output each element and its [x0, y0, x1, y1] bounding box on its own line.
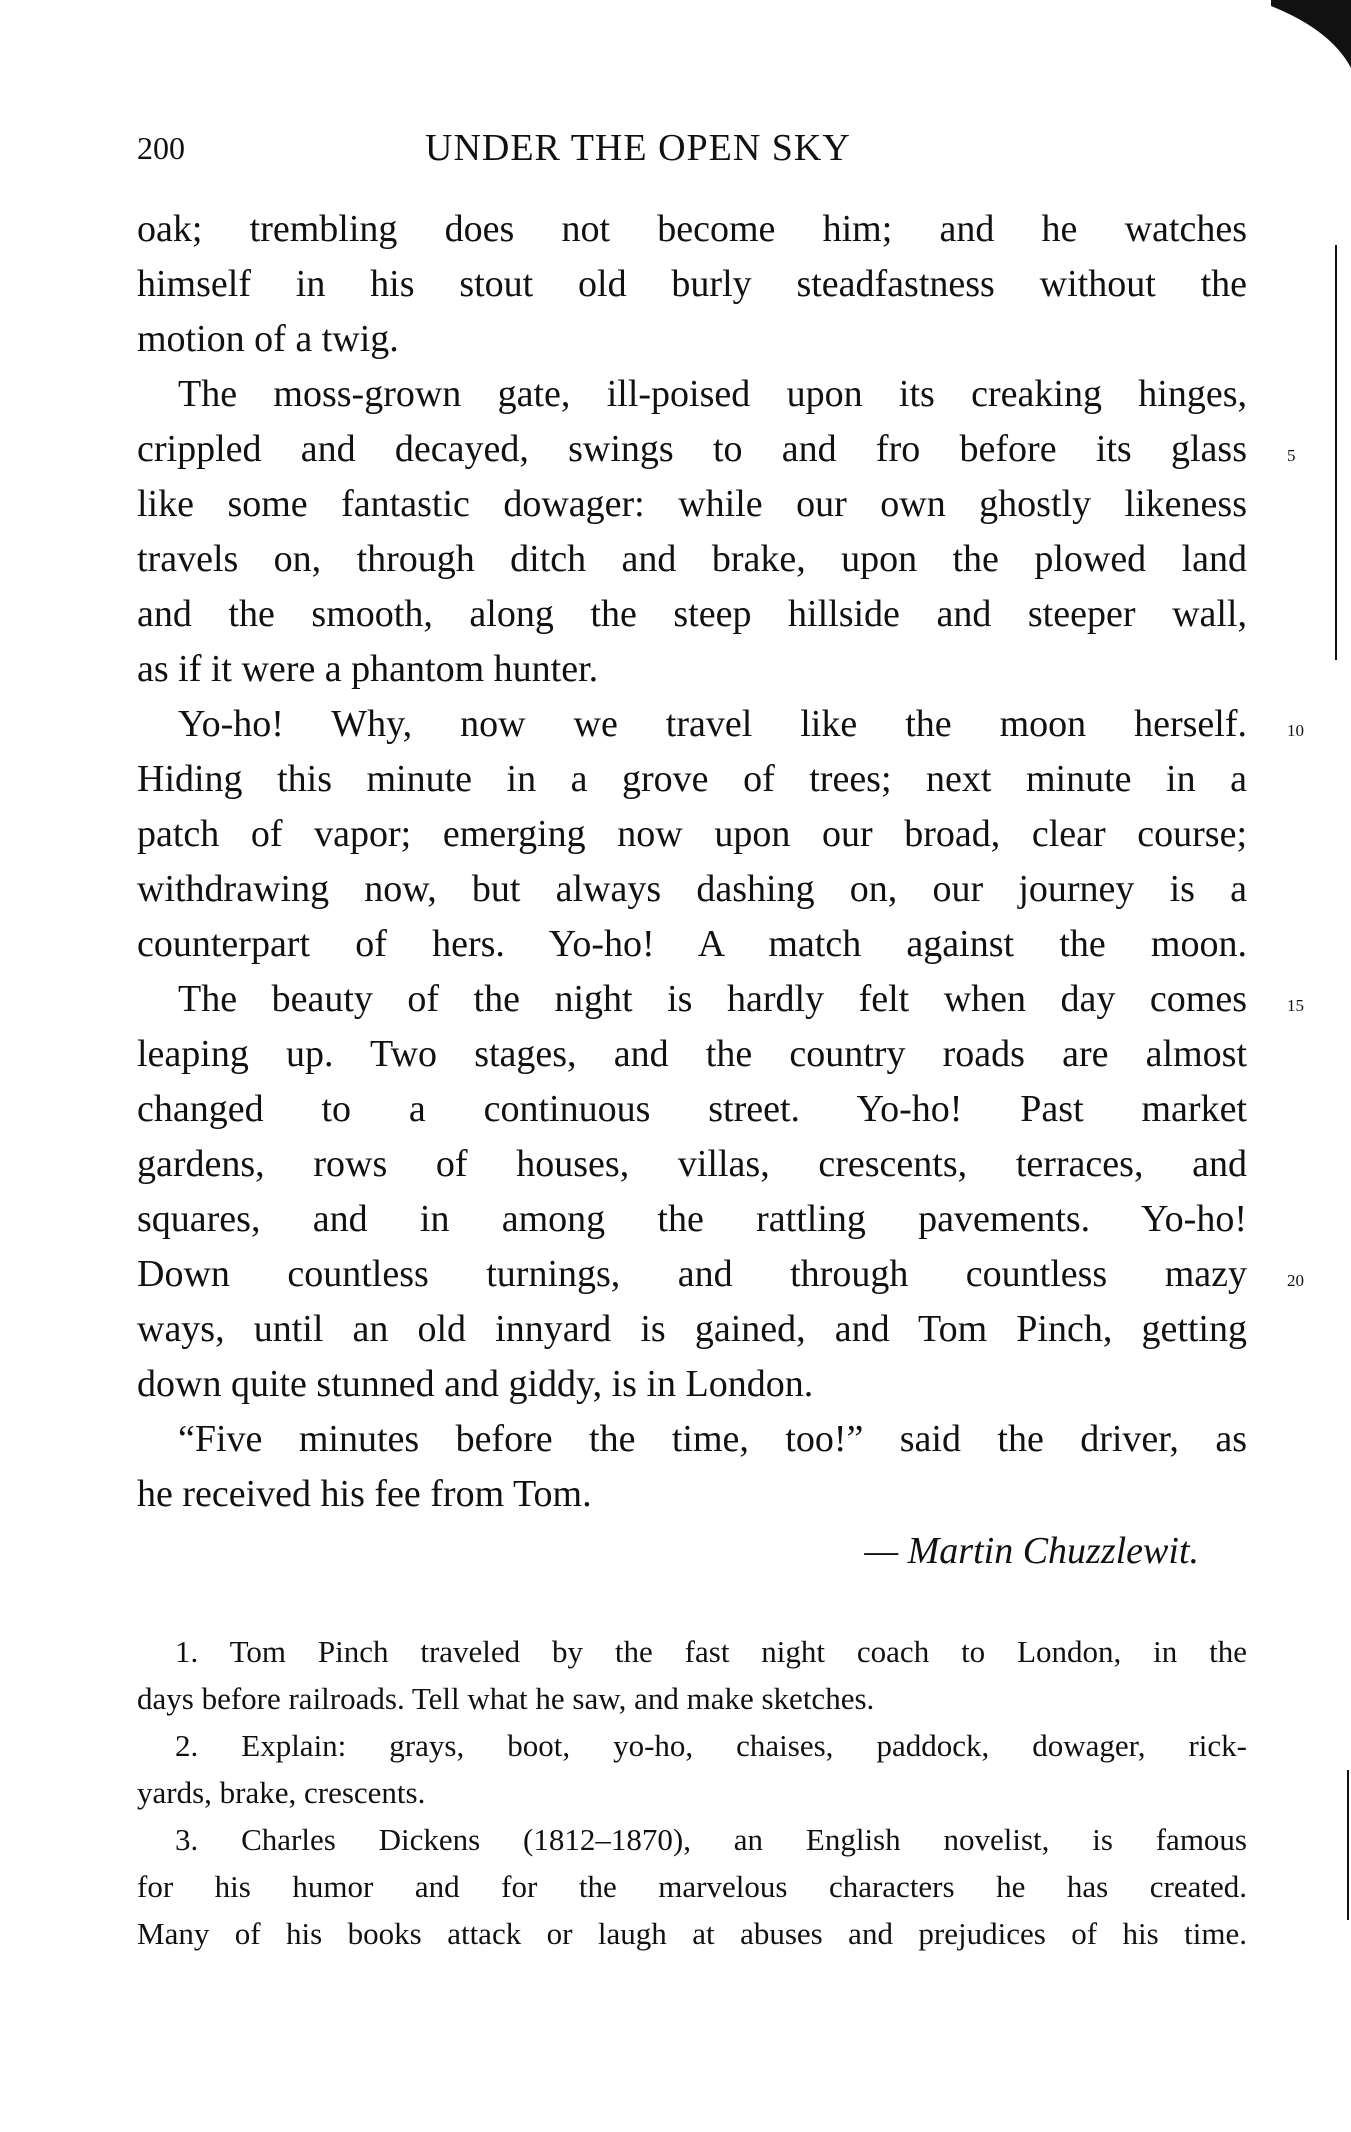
line-number: 20: [1287, 1271, 1304, 1290]
text-line: Down countless turnings, and through countless mazy 20: [137, 1247, 1247, 1302]
text-line: and the smooth, along the steep hillside and steeper wall,: [137, 593, 1247, 635]
body-text: [137, 202, 1304, 1572]
page-number: 200: [137, 130, 185, 166]
text-line: down quite stunned and giddy, is in London.: [137, 1363, 814, 1405]
text-line: ways, until an old innyard is gained, and Tom Pinch, getting: [137, 1308, 1247, 1350]
footnote-line: for his humor and for the marvelous characters he has created.: [137, 1869, 1247, 1904]
text-line: patch of vapor; emerging now upon our broad, clear course;: [137, 813, 1247, 855]
footnotes: [137, 1628, 1247, 1957]
text-line: oak; trembling does not become him; and he watches: [137, 208, 1247, 250]
text-line: withdrawing now, but always dashing on, our journey is a: [137, 868, 1247, 910]
text-line: gardens, rows of houses, villas, crescents, terraces, and: [137, 1143, 1247, 1185]
corner-shadow-icon: [1271, 0, 1351, 70]
text-line: like some fantastic dowager: while our own ghostly likeness: [137, 483, 1247, 525]
text-line: crippled and decayed, swings to and fro before its glass 5: [137, 422, 1247, 477]
text-line: counterpart of hers. Yo-ho! A match against the moon.: [137, 923, 1247, 965]
page-edge-line: [1335, 245, 1337, 660]
text-line: he received his fee from Tom.: [137, 1473, 592, 1515]
text-line: The beauty of the night is hardly felt when day comes 15: [137, 972, 1247, 1027]
line-number: 15: [1287, 996, 1304, 1015]
footnote-line: Many of his books attack or laugh at abuses and prejudices of his time.: [137, 1916, 1247, 1951]
footnote-line: 2. Explain: grays, boot, yo-ho, chaises, paddock, dowager, rick-: [175, 1728, 1247, 1763]
footnote-line: days before railroads. Tell what he saw, and make sketches.: [137, 1681, 875, 1716]
running-title: UNDER THE OPEN SKY: [425, 127, 851, 169]
attribution: — Martin Chuzzlewit.: [864, 1530, 1199, 1572]
text-line: travels on, through ditch and brake, upon the plowed land: [137, 538, 1247, 580]
text-line: changed to a continuous street. Yo-ho! Past market: [137, 1088, 1247, 1130]
text-line: squares, and in among the rattling pavements. Yo-ho!: [137, 1198, 1247, 1240]
text-line: himself in his stout old burly steadfastness without the: [137, 263, 1247, 305]
page-edge-line: [1347, 1770, 1349, 1920]
text-line: leaping up. Two stages, and the country roads are almost: [137, 1033, 1247, 1075]
text-line: motion of a twig.: [137, 318, 399, 360]
line-number: 10: [1287, 721, 1304, 740]
footnote-line: yards, brake, crescents.: [137, 1775, 426, 1810]
line-number: 5: [1287, 446, 1296, 465]
footnote-line: 3. Charles Dickens (1812–1870), an English novelist, is famous: [175, 1822, 1247, 1857]
text-line: Yo-ho! Why, now we travel like the moon herself. 10: [137, 697, 1247, 752]
text-line: Hiding this minute in a grove of trees; next minute in a: [137, 758, 1247, 800]
footnote-line: 1. Tom Pinch traveled by the fast night coach to London, in the: [175, 1634, 1247, 1669]
text-line: as if it were a phantom hunter.: [137, 648, 599, 690]
text-line: “Five minutes before the time, too!” said the driver, as: [178, 1418, 1247, 1460]
text-line: The moss-grown gate, ill-poised upon its creaking hinges,: [178, 373, 1247, 415]
